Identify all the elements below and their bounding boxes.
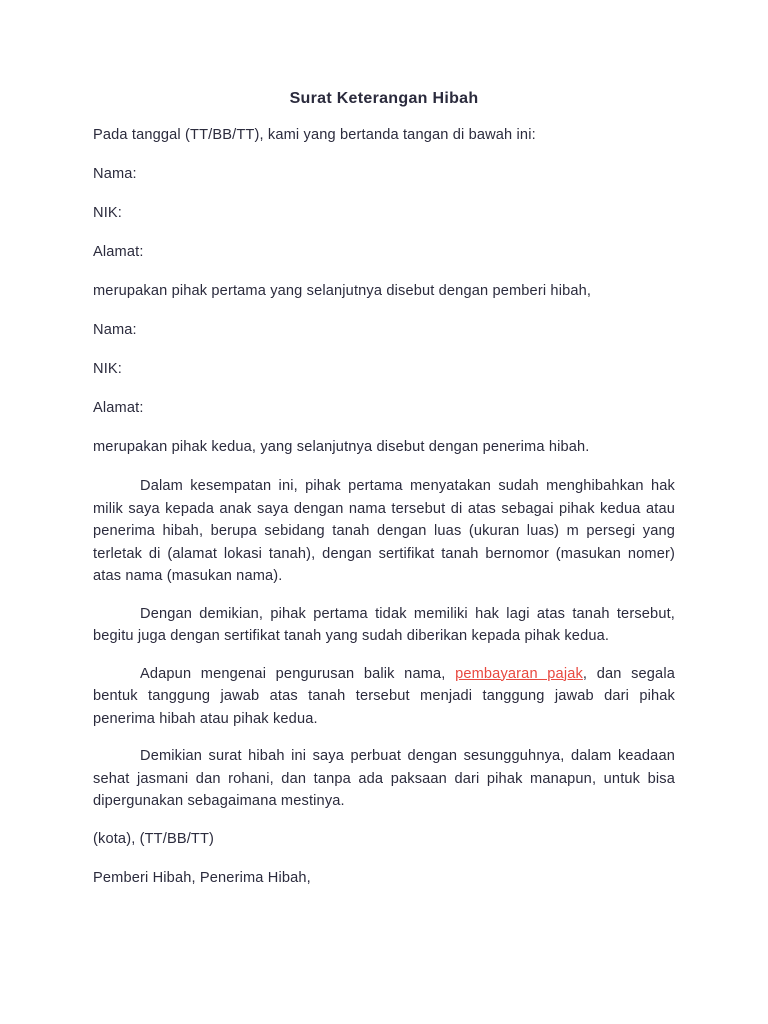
paragraph-declaration: Demikian surat hibah ini saya perbuat dengan sesungguhnya, dalam keadaan sehat jasmani dan rohani, dan tanpa ada paksaan dari pihak manapun, untuk bisa dipergunakan sebagaimana mestinya.: [93, 748, 675, 809]
document-page: [93, 88, 675, 906]
party2-address-label: Alamat:: [93, 400, 144, 416]
paragraph-responsibility: [93, 663, 675, 731]
paragraph-responsibility-start: Adapun mengenai pengurusan balik nama,: [140, 665, 456, 682]
document-title: Surat Keterangan Hibah: [289, 90, 479, 107]
paragraph-grant: Dalam kesempatan ini, pihak pertama menyatakan sudah menghibahkan hak milik saya kepada anak saya dengan nama tersebut di atas sebagai pihak kedua atau penerima hibah, berupa sebidang tanah dengan luas (ukuran luas) m persegi yang terletak di (alamat lokasi tanah), dengan sertifikat tanah bernomor (masukan nomer) atas nama (masukan nama).: [93, 478, 675, 584]
place-date: (kota), (TT/BB/TT): [93, 830, 215, 847]
tax-payment-link[interactable]: pembayaran pajak: [455, 665, 583, 682]
party2-role: merupakan pihak kedua, yang selanjutnya disebut dengan penerima hibah.: [93, 439, 590, 455]
party1-name-label: Nama:: [93, 166, 137, 182]
signatories-line: Pemberi Hibah, Penerima Hibah,: [93, 869, 311, 886]
party1-nik-label: NIK:: [93, 205, 122, 221]
party2-name-label: Nama:: [93, 322, 137, 338]
intro-line: Pada tanggal (TT/BB/TT), kami yang bertanda tangan di bawah ini:: [93, 127, 536, 143]
party2-nik-label: NIK:: [93, 361, 122, 377]
party1-role: merupakan pihak pertama yang selanjutnya disebut dengan pemberi hibah,: [93, 283, 592, 299]
paragraph-responsibility-end: , dan segala bentuk tanggung jawab atas tanah tersebut menjadi tanggung jawab dari pihak penerima hibah atau pihak kedua.: [93, 665, 675, 727]
party1-address-label: Alamat:: [93, 244, 144, 260]
paragraph-consequence: Dengan demikian, pihak pertama tidak memiliki hak lagi atas tanah tersebut, begitu juga dengan sertifikat tanah yang sudah diberikan kepada pihak kedua.: [93, 605, 675, 644]
